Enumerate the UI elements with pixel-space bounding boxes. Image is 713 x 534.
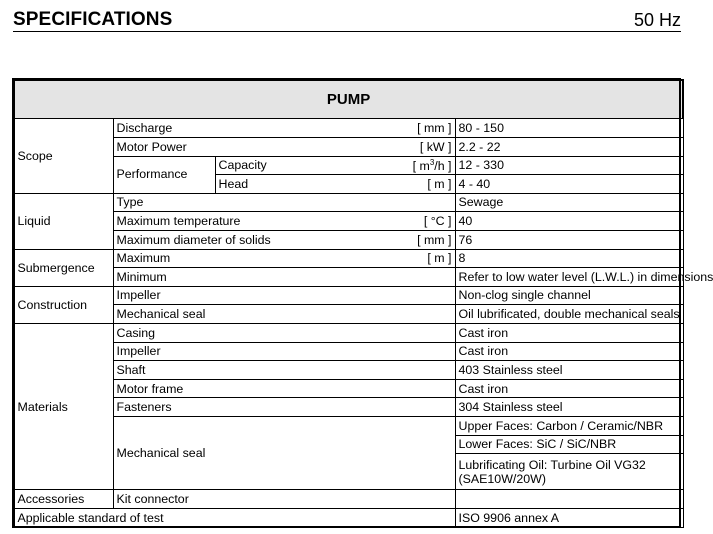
mat-impeller-label: Impeller (113, 342, 455, 361)
motor-frame-value: Cast iron (455, 379, 683, 398)
table-row (14, 193, 683, 212)
accessories-value: Kit connector (113, 490, 455, 509)
liquid-label: Liquid (14, 193, 113, 249)
max-temp-value: 40 (455, 212, 683, 231)
motor-power-unit: [ kW ] (383, 137, 455, 156)
con-impeller-label: Impeller (113, 286, 455, 305)
table-title: PUMP (14, 80, 683, 119)
sub-min-value: Refer to low water level (L.W.L.) in dimensions (455, 268, 683, 287)
mat-impeller-value: Cast iron (455, 342, 683, 361)
motor-power-value: 2.2 - 22 (455, 137, 683, 156)
discharge-label: Discharge (113, 119, 383, 138)
capacity-label: Capacity (215, 156, 383, 175)
casing-value: Cast iron (455, 324, 683, 343)
table-row (14, 156, 683, 175)
table-row (14, 286, 683, 305)
sub-max-label: Maximum (113, 249, 383, 268)
head-value: 4 - 40 (455, 175, 683, 194)
table-row (14, 137, 683, 156)
sub-max-value: 8 (455, 249, 683, 268)
submergence-label: Submergence (14, 249, 113, 286)
sub-min-label: Minimum (113, 268, 455, 287)
table-row (14, 212, 683, 231)
table-row (14, 342, 683, 361)
table-row (14, 324, 683, 343)
scope-label: Scope (14, 119, 113, 193)
table-row (14, 361, 683, 380)
shaft-label: Shaft (113, 361, 455, 380)
table-row (14, 268, 683, 287)
motor-frame-label: Motor frame (113, 379, 455, 398)
seal-lower-value: Lower Faces: SiC / SiC/NBR (455, 435, 683, 454)
standard-label: Applicable standard of test (14, 509, 455, 528)
accessories-empty (455, 490, 683, 509)
discharge-unit: [ mm ] (383, 119, 455, 138)
table-row (14, 249, 683, 268)
mat-seal-label: Mechanical seal (113, 417, 455, 490)
capacity-value: 12 - 330 (455, 156, 683, 175)
materials-label: Materials (14, 324, 113, 490)
table-row (14, 230, 683, 249)
shaft-value: 403 Stainless steel (455, 361, 683, 380)
max-solids-value: 76 (455, 230, 683, 249)
type-label: Type (113, 193, 455, 212)
casing-label: Casing (113, 324, 455, 343)
con-impeller-value: Non-clog single channel (455, 286, 683, 305)
max-solids-unit: [ mm ] (383, 230, 455, 249)
header-rule (13, 31, 681, 32)
table-row (14, 509, 683, 528)
max-solids-label: Maximum diameter of solids (113, 230, 383, 249)
table-row (14, 398, 683, 417)
spec-table (13, 79, 713, 528)
table-row (14, 379, 683, 398)
table-row (14, 490, 683, 509)
head-unit: [ m ] (383, 175, 455, 194)
head-label: Head (215, 175, 383, 194)
max-temp-label: Maximum temperature (113, 212, 383, 231)
fasteners-label: Fasteners (113, 398, 455, 417)
sub-max-unit: [ m ] (383, 249, 455, 268)
fasteners-value: 304 Stainless steel (455, 398, 683, 417)
construction-label: Construction (14, 286, 113, 323)
page-title: SPECIFICATIONS (13, 9, 173, 30)
seal-oil-value: Lubrificating Oil: Turbine Oil VG32 (SAE10W/20W) (455, 454, 683, 490)
seal-upper-value: Upper Faces: Carbon / Ceramic/NBR (455, 417, 683, 436)
table-row (14, 417, 683, 436)
con-seal-label: Mechanical seal (113, 305, 455, 324)
max-temp-unit: [ °C ] (383, 212, 455, 231)
table-row (14, 119, 683, 138)
discharge-value: 80 - 150 (455, 119, 683, 138)
con-seal-value: Oil lubrificated, double mechanical seals (455, 305, 683, 324)
type-value: Sewage (455, 193, 683, 212)
motor-power-label: Motor Power (113, 137, 383, 156)
page-header (13, 9, 681, 31)
capacity-unit: [ $m^3/h$ ] (383, 156, 455, 175)
accessories-label: Accessories (14, 490, 113, 509)
frequency-label: 50 Hz (633, 10, 681, 30)
standard-value: ISO 9906 annex A (455, 509, 683, 528)
table-row (14, 305, 683, 324)
performance-label: Performance (113, 156, 215, 193)
